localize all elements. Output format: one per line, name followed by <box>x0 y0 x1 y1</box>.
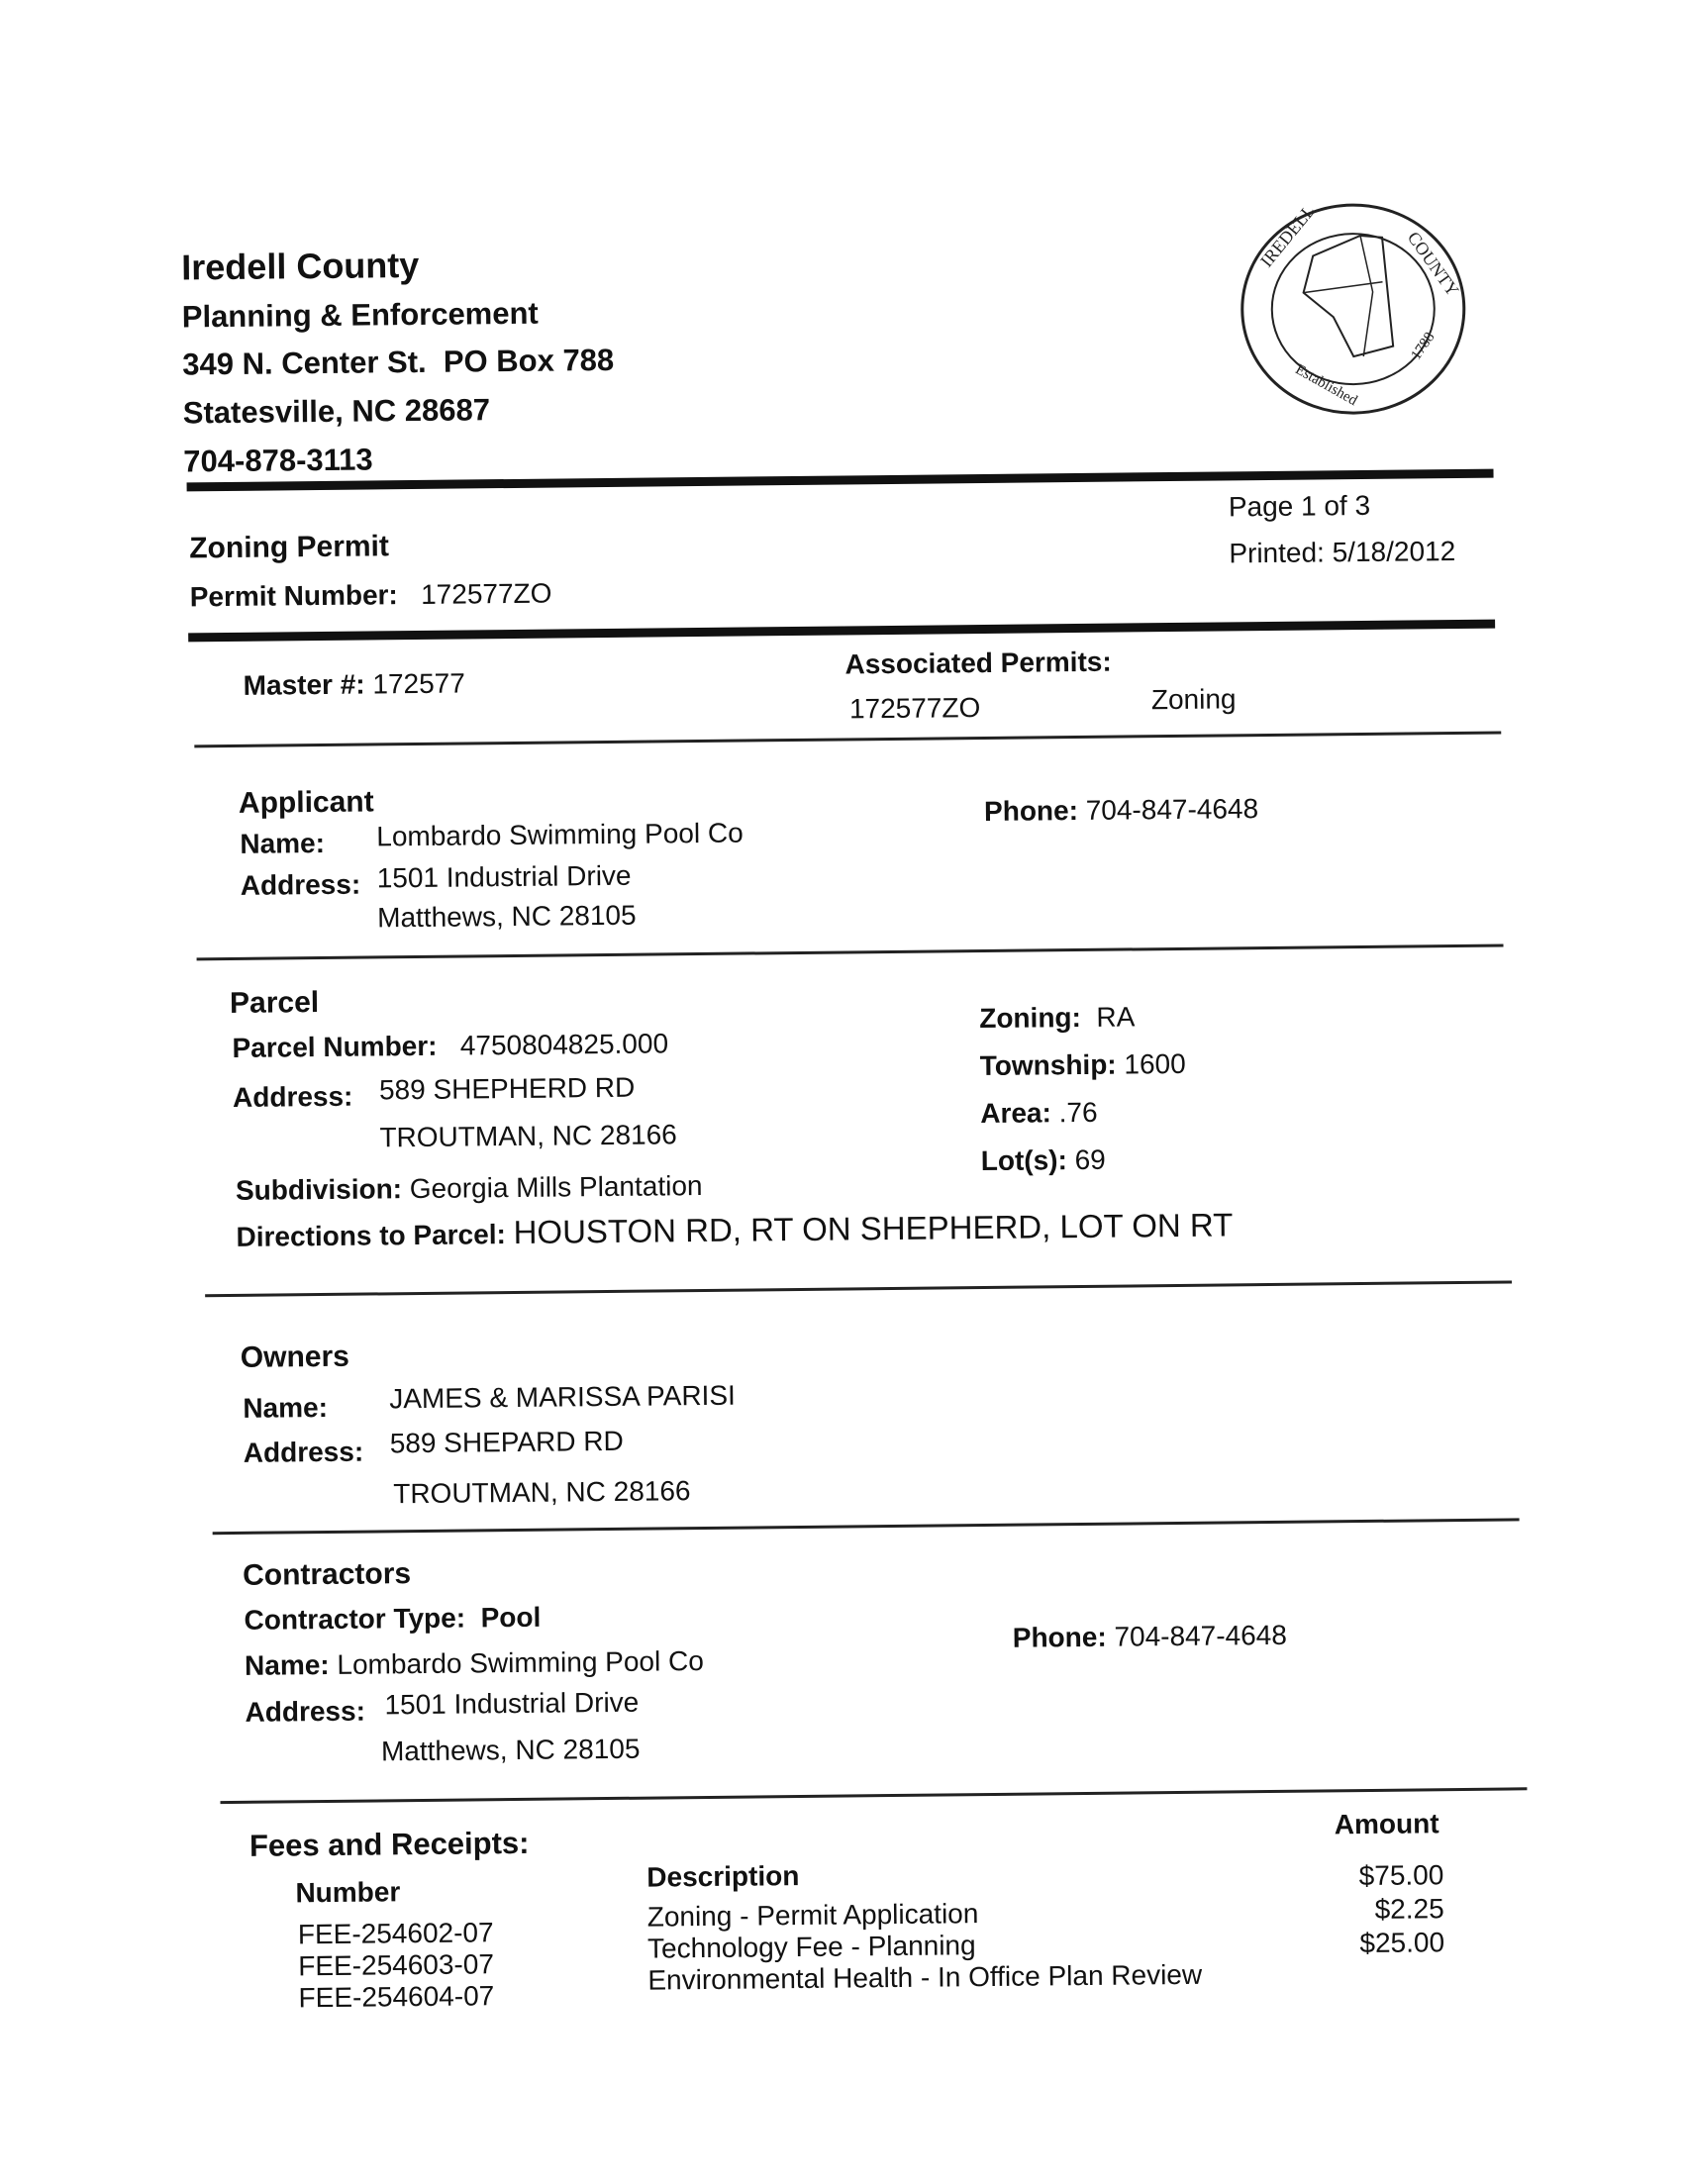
associated-permits-label: Associated Permits: <box>844 645 1112 680</box>
master-value: 172577 <box>372 667 466 700</box>
lots-label: Lot(s): <box>980 1144 1068 1177</box>
county-name: Iredell County <box>181 244 420 288</box>
master-number-line <box>244 667 465 701</box>
section-rule <box>220 1787 1527 1804</box>
contractor-name: Lombardo Swimming Pool Co <box>337 1645 704 1680</box>
department-name: Planning & Enforcement <box>181 295 539 335</box>
county-seal-logo <box>1234 197 1473 428</box>
owner-address-line1: 589 SHEPARD RD <box>389 1425 624 1459</box>
township-value: 1600 <box>1124 1047 1186 1080</box>
area-label: Area: <box>980 1097 1052 1130</box>
permit-number-line <box>190 578 552 614</box>
fee-row-number: FEE-254604-07 <box>298 1980 495 2014</box>
section-rule <box>205 1280 1512 1297</box>
parcel-subdivision-line <box>236 1170 703 1207</box>
applicant-phone-line <box>984 793 1258 828</box>
contractor-address-line2: Matthews, NC 28105 <box>380 1733 641 1767</box>
owner-address-label: Address: <box>243 1436 364 1468</box>
owner-address-line2: TROUTMAN, NC 28166 <box>393 1475 691 1510</box>
section-rule <box>213 1518 1520 1535</box>
contractor-type-line <box>244 1602 541 1637</box>
township-line <box>980 1048 1186 1082</box>
lots-value: 69 <box>1074 1143 1106 1176</box>
parcel-number-line <box>232 1028 668 1064</box>
section-rule <box>194 732 1501 748</box>
contractor-phone-line <box>1013 1620 1287 1654</box>
applicant-name-label: Name: <box>240 827 326 859</box>
contractor-name-label: Name: <box>244 1648 330 1681</box>
agency-street-line: 349 N. Center St. <box>182 344 427 382</box>
zoning-label: Zoning: <box>979 1001 1082 1035</box>
zoning-value: RA <box>1096 1001 1136 1033</box>
page-indicator: Page 1 of 3 <box>1228 489 1371 523</box>
zoning-line <box>979 1001 1135 1035</box>
fees-col-number: Number <box>295 1876 401 1909</box>
printed-date: Printed: 5/18/2012 <box>1229 536 1456 569</box>
contractor-type-value: Pool <box>480 1601 542 1634</box>
fees-col-amount: Amount <box>1334 1808 1439 1840</box>
agency-phone: 704-878-3113 <box>183 442 373 479</box>
permit-title: Zoning Permit <box>189 530 390 565</box>
applicant-phone-label: Phone: <box>983 795 1079 827</box>
parcel-address-label: Address: <box>232 1080 353 1113</box>
master-label: Master #: <box>243 668 365 701</box>
fee-row-description: Environmental Health - In Office Plan Review <box>647 1958 1203 1996</box>
area-line <box>980 1097 1098 1130</box>
area-value: .76 <box>1058 1096 1098 1129</box>
title-rule <box>188 620 1495 643</box>
fee-row-amount: $75.00 <box>1358 1859 1444 1892</box>
parcel-heading: Parcel <box>229 986 320 1020</box>
svg-text:COUNTY: COUNTY <box>1403 228 1463 300</box>
subdivision-label: Subdivision: <box>235 1173 403 1206</box>
fee-row-number: FEE-254602-07 <box>297 1917 494 1950</box>
svg-text:1788: 1788 <box>1408 329 1439 363</box>
township-label: Township: <box>979 1048 1117 1082</box>
contractor-name-line <box>245 1645 704 1682</box>
contractor-type-label: Contractor Type: <box>244 1602 466 1636</box>
agency-street <box>182 343 614 383</box>
subdivision-value: Georgia Mills Plantation <box>409 1170 703 1205</box>
permit-number-value: 172577ZO <box>420 577 552 610</box>
owner-name: JAMES & MARISSA PARISI <box>389 1379 736 1415</box>
directions-value: HOUSTON RD, RT ON SHEPHERD, LOT ON RT <box>513 1206 1234 1251</box>
lots-line <box>981 1144 1106 1177</box>
contractor-address-line1: 1501 Industrial Drive <box>384 1686 640 1721</box>
directions-label: Directions to Parcel: <box>236 1219 506 1252</box>
fee-row-amount: $2.25 <box>1374 1893 1444 1925</box>
applicant-address-label: Address: <box>240 868 361 901</box>
section-rule <box>197 944 1504 961</box>
parcel-number: 4750804825.000 <box>459 1028 669 1061</box>
fees-col-description: Description <box>646 1860 800 1893</box>
fee-row-amount: $25.00 <box>1359 1927 1445 1959</box>
fee-row-description: Zoning - Permit Application <box>646 1898 979 1933</box>
agency-city: Statesville, NC 28687 <box>182 392 491 431</box>
fee-row-number: FEE-254603-07 <box>298 1948 495 1982</box>
associated-permit-number: 172577ZO <box>848 692 981 725</box>
applicant-name: Lombardo Swimming Pool Co <box>376 817 744 852</box>
parcel-number-label: Parcel Number: <box>232 1030 438 1063</box>
associated-permit-type: Zoning <box>1150 683 1237 716</box>
fees-heading: Fees and Receipts: <box>248 1825 530 1863</box>
contractor-address-label: Address: <box>245 1695 366 1728</box>
parcel-address-line1: 589 SHEPHERD RD <box>378 1071 636 1106</box>
applicant-heading: Applicant <box>238 785 374 820</box>
contractor-phone: 704-847-4648 <box>1114 1619 1288 1652</box>
header-rule <box>187 469 1494 492</box>
owners-heading: Owners <box>240 1340 350 1374</box>
permit-number-label: Permit Number: <box>189 579 398 613</box>
contractors-heading: Contractors <box>242 1557 412 1592</box>
parcel-directions-line <box>236 1206 1233 1254</box>
applicant-address-line1: 1501 Industrial Drive <box>376 859 632 894</box>
owner-name-label: Name: <box>243 1391 329 1424</box>
parcel-address-line2: TROUTMAN, NC 28166 <box>379 1119 677 1153</box>
applicant-address-line2: Matthews, NC 28105 <box>376 899 637 934</box>
applicant-phone: 704-847-4648 <box>1085 793 1259 826</box>
svg-text:IREDELL: IREDELL <box>1255 200 1320 271</box>
fee-row-description: Technology Fee - Planning <box>646 1930 976 1964</box>
agency-po-box: PO Box 788 <box>443 342 615 379</box>
svg-text:Established: Established <box>1292 361 1360 410</box>
contractor-phone-label: Phone: <box>1012 1621 1107 1653</box>
